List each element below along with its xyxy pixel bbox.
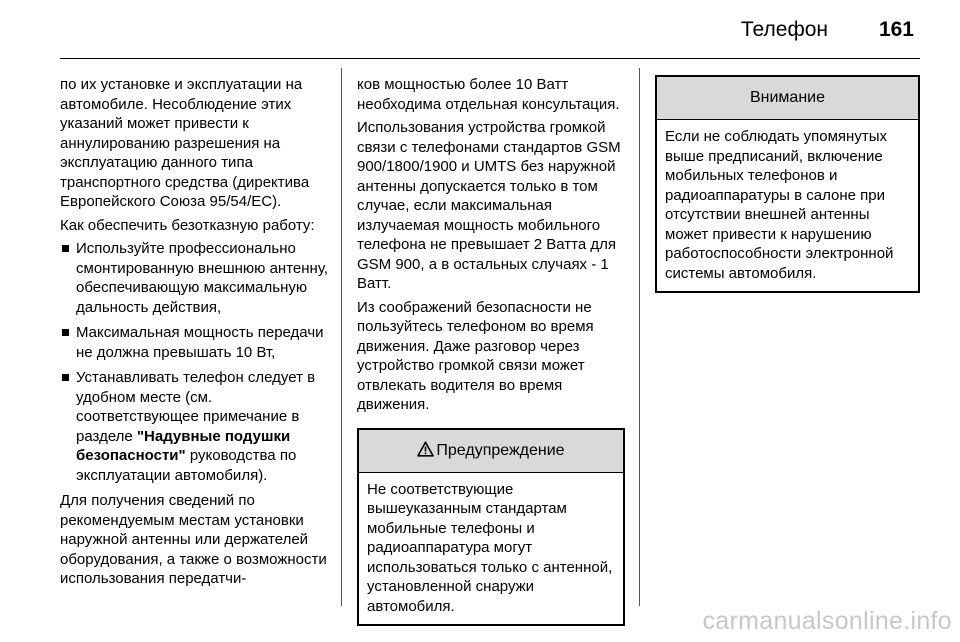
notice-box-header [657,77,918,120]
site-watermark: carmanualsonline.info [702,607,952,635]
bullet-square-icon [62,374,69,381]
header-divider [60,58,920,59]
page-number: 161 [878,18,914,41]
list-item-text: Максимальная мощность передачи не должна превышать 10 Вт, [76,324,324,361]
list-item-text: Используйте профессионально смонтированную внешнюю антенну, обеспечивающую максимальную дальность действия, [76,240,328,316]
warning-box-title: Предупреждение [436,441,565,459]
notice-box [655,75,920,293]
bullet-square-icon [62,245,69,252]
paragraph: Использования устройства громкой связи с телефонами стандартов GSM 900/1800/1900 и UMTS без наружной антенны допускается только в том случае, если максимальная излучаемая мощность мобильного телефона не превышает 2 Ватта для GSM 900, а в остальных случаях - 1 Ватт. [357,119,621,292]
list-item-text: руководства по эксплуатации автомобиля). [76,447,297,484]
notice-box-title: Внимание [749,89,825,106]
warning-box-body: Не соответствующие вышеуказанным стандартам мобильные телефоны и радиоаппаратура могут использоваться только с антенной, установленной снаружи автомобиля. [367,480,613,615]
airbag-section-reference: "Надувные подушки безопасности" [76,427,291,464]
column-divider-left [341,68,342,606]
column-3 [655,75,920,293]
list-item [60,368,332,485]
list-item [60,323,332,362]
notice-box-body: Если не соблюдать упомянутых выше предписаний, включение мобильных телефонов и радиоаппаратуры в салоне при отсутствии внешней антенны может привести к нарушению работоспособности электронной системы автомобиля. [665,128,894,282]
paragraph: по их установке и эксплуатации на автомобиле. Несоблюдение этих указаний может привести к аннулированию разрешения на эксплуатацию данного типа транспортного средства (директива Европейского Союза 95/54/EC). [60,76,310,210]
column-divider-right [639,68,640,606]
paragraph: ков мощностью более 10 Ватт необходима отдельная консультация. [357,76,620,113]
paragraph: Для получения сведений по рекомендуемым местам установки наружной антенны или держателей оборудования, а также о возможности использования передатчи- [60,492,327,587]
paragraph: Из соображений безопасности не пользуйтесь телефоном во время движения. Даже разговор через устройство громкой связи может отвлекать водителя во время движения. [357,298,594,413]
warning-triangle-icon [417,432,434,474]
warning-box [357,428,625,627]
bullet-square-icon [62,329,69,336]
warning-box-header [359,430,623,473]
paragraph: Как обеспечить безотказную работу: [60,216,315,234]
list-item-text: Устанавливать телефон следует в удобном месте (см. соответствующее примечание в разделе [76,369,316,445]
page-title: Телефон [740,18,828,41]
column-2 [357,75,625,626]
list-item [60,239,332,317]
column-1 [60,75,332,593]
